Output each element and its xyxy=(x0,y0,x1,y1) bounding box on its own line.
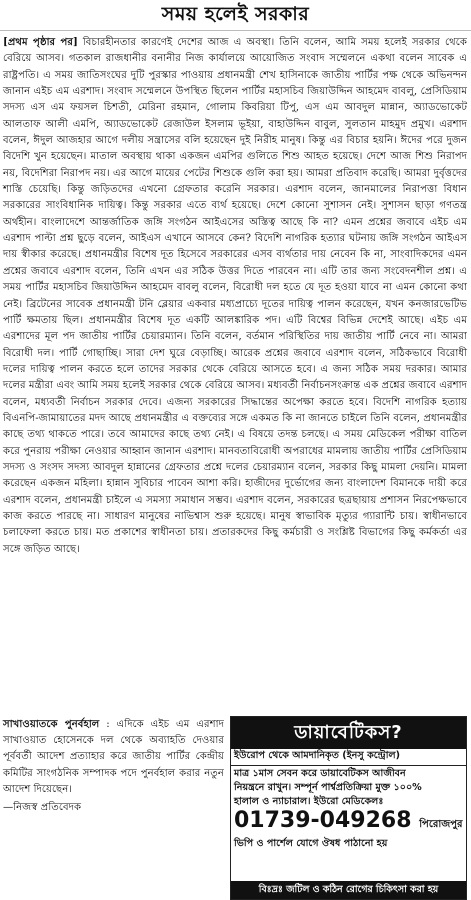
diabetes-advertisement xyxy=(230,716,467,900)
side-story-body xyxy=(3,716,224,798)
ad-location: পিরোজপুর xyxy=(419,819,463,830)
ad-description-line-2: নিয়ন্ত্রনে রাখুন। সম্পূর্ন পার্শ্বপ্রতিক্রিয়া মুক্ত ১০০% xyxy=(234,782,422,793)
article-body xyxy=(3,34,467,558)
side-story-heading: সাখাওয়াতকে পুনর্বহাল xyxy=(3,718,100,730)
ad-phone-number: 01739-049268 xyxy=(234,808,412,833)
ad-import-line: ইউরোপ থেকে আমদানিকৃত (ইনসু কন্ট্রোল) xyxy=(234,750,401,761)
article-text: বিচারহীনতার কারণেই দেশের আজ এ অবস্থা। তিনি বলেন, আমি সময় হলেই সরকার থেকে বেরিয়ে আসব। গতকাল রাজধানীর বনানীর নিজ কার্যালয়ে আয়োজিত সংবাদ সম্মেলনে একথা বলেন সাবেক এ রাষ্ট্রপতি। এ সময় জাতিসংঘের দুটি পুরস্কার পাওয়ায় প্রধানমন্ত্রী শেখ হাসিনাকে জাতীয় পার্টির পক্ষ থেকে অভিনন্দন জানান এইচ এম এরশাদ। সংবাদ সম্মেলনে উপস্থিত ছিলেন পার্টির মহাসচিব জিয়াউদ্দিন আহমেদ বাবলু, প্রেসিডিয়াম সদস্য এস এম ফয়সল চিশতী, মেরিনা রহমান, গোলাম কিবরিয়া টিপু, এস এম আবদুল মান্নান, অ্যাডভোকেট আলতাফ আলী এমপি, অ্যাডভোকেট রেজাউল ইসলাম ভূইয়া, বাহাউদ্দিন বাবুল, সুলতান মাহমুদ প্রমুখ। এরশাদ বলেন, ঈদুল আজহার আগে দলীয় সন্ত্রাসের বলি হয়েছেন দুই নিরীহ মানুষ। কিন্তু এর বিচার হয়নি। ঈদের পরে দুজন বিদেশি খুন হয়েছেন। মাতাল অবস্থায় থাকা একজন এমপির গুলিতে শিশু আহত হয়েছে। দেশে আজ শিশু নিরাপদ নয়, বিদেশিরা নিরাপদ নয়। এর আগে মায়ের পেটের শিশুকে গুলি করা হয়। আমরা প্রতিবাদ করেছি। আমরা দুর্বৃত্তদের শাস্তি চেয়েছি। কিন্তু জড়িতদের এখনো গ্রেফতার করেনি সরকার। এরশাদ বলেন, জানমালের নিরাপত্তা বিধান সরকারের সাংবিধানিক দায়িত্ব। কিন্তু সরকার এতে ব্যর্থ হয়েছে। দেশে কোনো সুশাসন নেই। সুশাসন ছাড়া গণতন্ত্র অর্থহীন। বাংলাদেশে আন্তর্জাতিক জঙ্গি সংগঠন আইএসের অস্তিত্ব আছে কি না? এমন প্রশ্নের জবাবে এইচ এম এরশাদ পাল্টা প্রশ্ন ছুড়ে বলেন, আইএস এখানে আসবে কেন? বিদেশি নাগরিক হত্যার ঘটনায় জঙ্গি সংগঠন আইএস দায় স্বীকার করেছে। প্রধানমন্ত্রীর বিশেষ দূত হিসেবে সরকারের এসব ব্যর্থতার দায় নেবেন কি না, সাংবাদিকদের এমন প্রশ্নের জবাবে এরশাদ বলেন, তিনি এখন এর সঠিক উত্তর দিতে পারবেন না। এটি তার জন্য সংবেদনশীল প্রশ্ন। এ সময় পার্টির মহাসচিব জিয়াউদ্দিন আহমেদ বাবলু বলেন, বিরোধী দল হতে যে দূত হওয়া যাবে না এমন কোনো কথা নেই। ব্রিটেনের সাবেক প্রধানমন্ত্রী টনি ব্লেয়ার একবার মধ্যপ্রাচ্যে দূতের দায়িত্ব পালন করেছেন, যখন কনজারভেটিভ পার্টি ক্ষমতায় ছিল। প্রধানমন্ত্রীর বিশেষ দূত একটি আলঙ্কারিক পদ। এটি বিশ্বের বিভিন্ন দেশেই আছে। এইচ এম এরশাদের মূল পদ জাতীয় পার্টির চেয়ারম্যান। তিনি বলেন, বর্তমান পরিস্থিতির দায় জাতীয় পার্টি নেবে না। আমরা বিরোধী দল। পার্টি গোছাচ্ছি। সারা দেশ ঘুরে বেড়াচ্ছি। আরেক প্রশ্নের জবাবে এরশাদ বলেন, সঠিকভাবে বিরোধী দলের দায়িত্ব পালন করতে হলে তাদের সরকার থেকে বেরিয়ে আসতে হবে। এ জন্য সঠিক সময় দরকার। আমার দলের মন্ত্রীরা এবং আমি সময় হলেই সরকার থেকে বেরিয়ে আসব। মধ্যবর্তী নির্বাচনসংক্রান্ত এক প্রশ্নের জবাবে এরশাদ বলেন, মধ্যবর্তী নির্বাচন সরকার দেবে। এজন্য সরকারের সিদ্ধান্তের অপেক্ষা করতে হবে। বিদেশি নাগরিক হত্যায় বিএনপি-জামায়াতের মদদ আছে প্রধানমন্ত্রীর এ বক্তব্যের সঙ্গে একমত কি না জানতে চাইলে তিনি বলেন, প্রধানমন্ত্রীর কাছে তথ্য থাকতে পারে। তবে আমাদের কাছে তথ্য নেই। এ বিষয়ে তদন্ত চলছে। এ সময় মেডিকেল পরীক্ষা বাতিল করে পুনরায় পরীক্ষা নেওয়ার আহ্বান জানান এরশাদ। মানবতাবিরোধী অপরাধের মামলায় জাতীয় পার্টির প্রেসিডিয়াম সদস্য ও সংসদ সদস্য আবদুল হান্নানের গ্রেফতার প্রশ্নে দলের চেয়ারম্যান বলেন, সরকার কিছু মামলা দেয়নি। মামলা করেছেন একজন মহিলা। হান্নান সুবিচার পাবেন আশা করি। হাজীদের দুর্ভোগের জন্য বাংলাদেশ বিমানকে দায়ী করে এরশাদ বলেন, প্রধানমন্ত্রী চাইলে এ সমস্যা সমাধান সম্ভব। এরশাদ বলেন, সরকারের ছত্রছায়ায় প্রশাসন নিরপেক্ষভাবে কাজ করতে পারছে না। সাধারণ মানুষের নাভিশ্বাস শুরু হয়েছে। মানুষ স্বাভাবিক মৃত্যুর গ্যারান্টি চায়। স্বাধীনভাবে চলাফেলা করতে চায়। মত প্রকাশের স্বাধীনতা চায়। প্রতারকদের কিছু কর্মচারী ও সংশ্লিষ্ট বিভাগের কিছু কর্মকর্তা এর সঙ্গে জড়িত আছে। xyxy=(3,37,467,555)
ad-description-line-1: মাত্র ১মাস সেবন করে ডায়াবেটিকস আজীবন xyxy=(234,768,406,779)
side-story xyxy=(3,716,224,900)
bottom-section xyxy=(3,716,467,900)
headline: সময় হলেই সরকার xyxy=(0,0,471,31)
byline: —নিজস্ব প্রতিবেদক xyxy=(3,802,82,814)
ad-divider xyxy=(231,765,466,766)
continued-from-label: [প্রথম পৃষ্ঠার পর] xyxy=(3,36,78,48)
ad-description-line-3: হালাল ও ন্যাচারাল। ইউরো মেডিকেলঃ xyxy=(234,796,384,807)
ad-delivery-line: ভিপি ও পার্শেল যোগে ঔষধ পাঠানো হয় xyxy=(234,838,388,849)
ad-title: ডায়াবেটিকস? xyxy=(231,717,466,749)
side-story-text: : এদিকে এইচ এম এরশাদ সাখাওয়াত হোসেনকে দল থেকে অব্যাহতি দেওয়ার পূর্ববর্তী আদেশ প্রত্যাহার করে জাতীয় পার্টির কেন্দ্রীয় কমিটির সাংগঠনিক সম্পাদক পদে পুনর্বহাল করার নতুন আদেশ দিয়েছেন। xyxy=(3,719,224,795)
ad-footer-note: বিঃদ্রঃ জটিল ও কঠিন রোগের চিকিৎসা করা হয় xyxy=(231,881,466,899)
ad-phone-row xyxy=(231,809,466,837)
